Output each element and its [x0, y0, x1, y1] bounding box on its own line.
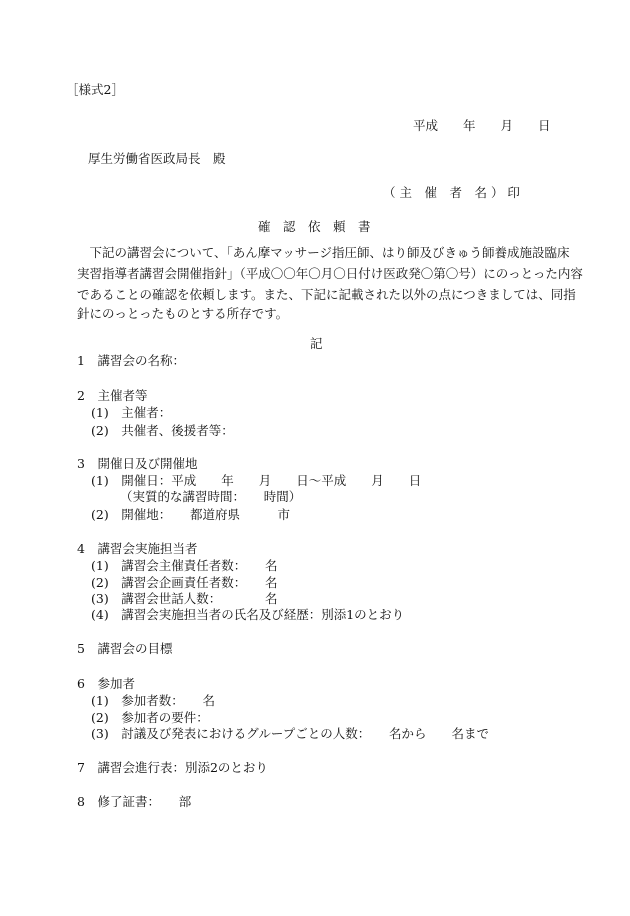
item-2-1: (1) 主催者：: [91, 405, 172, 420]
paragraph-line: 実習指導者講習会開催指針」（平成〇〇年〇月〇日付け医政発〇第〇号）にのっとった内容: [77, 266, 583, 281]
item-4-4: (4) 講習会実施担当者の氏名及び経歴：別添1のとおり: [91, 607, 405, 622]
form-label: ［様式2］: [66, 82, 124, 97]
item-4-1: (1) 講習会主催責任者数： 名: [91, 558, 278, 573]
item-2: 2 主催者等: [77, 388, 148, 403]
sender-name-seal: （ 主 催 者 名 ） 印: [383, 185, 520, 200]
item-6-2: (2) 参加者の要件：: [91, 710, 209, 725]
item-4: 4 講習会実施担当者: [77, 541, 198, 556]
paragraph-line: 下記の講習会について、「あん摩マッサージ指圧師、はり師及びきゅう師養成施設臨床: [77, 245, 570, 260]
item-3-2: (2) 開催地： 都道府県 市: [91, 507, 290, 522]
item-3: 3 開催日及び開催地: [77, 456, 198, 471]
document-title: 確 認 依 頼 書: [258, 219, 371, 234]
paragraph-line: 針にのっとったものとする所存です。: [77, 306, 289, 321]
date-line: 平成 年 月 日: [413, 118, 551, 133]
item-6-3: (3) 討議及び発表におけるグループごとの人数： 名から 名まで: [91, 726, 489, 741]
ki-heading: 記: [310, 336, 323, 351]
item-1: 1 講習会の名称：: [77, 353, 185, 368]
paragraph-line: であることの確認を依頼します。また、下記に記載された以外の点につきましては、同指: [77, 287, 576, 302]
item-8: 8 修了証書： 部: [77, 794, 192, 809]
item-7: 7 講習会進行表：別添2のとおり: [77, 760, 268, 775]
item-3-1: (1) 開催日：平成 年 月 日～平成 月 日: [91, 473, 422, 488]
item-4-3: (3) 講習会世話人数： 名: [91, 591, 278, 606]
addressee: 厚生労働省医政局長 殿: [88, 151, 226, 166]
item-4-2: (2) 講習会企画責任者数： 名: [91, 575, 278, 590]
item-6-1: (1) 参加者数： 名: [91, 693, 215, 708]
item-2-2: (2) 共催者、後援者等：: [91, 423, 234, 438]
item-5: 5 講習会の目標: [77, 641, 173, 656]
item-6: 6 参加者: [77, 676, 135, 691]
item-3-1-hours: （実質的な講習時間： 時間）: [120, 489, 302, 504]
